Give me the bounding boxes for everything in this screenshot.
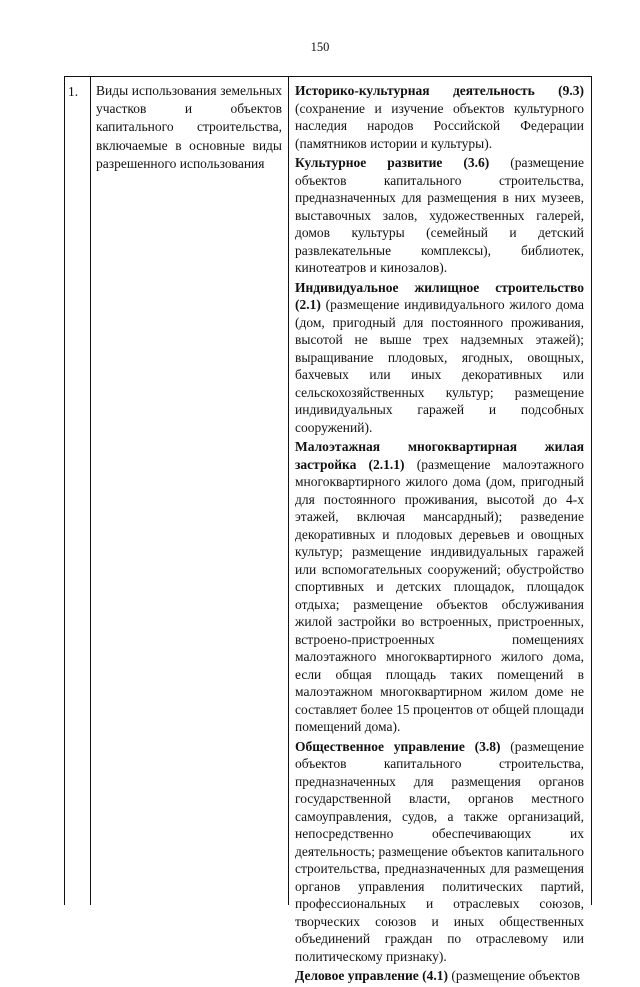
use-entry-title: Малоэтажная многоквартирная жилая застройка (2.1.1) bbox=[295, 439, 584, 472]
use-entry bbox=[295, 82, 584, 152]
use-entry-title: Общественное управление (3.8) bbox=[295, 738, 501, 754]
use-entry-text: (размещение объектов капитального строительства, предназначенных для размещения органов государственной власти, органов местного самоуправления, судов, а также организаций, непосредственно обеспечивающих их деятельность; размещение объектов капитального строительства, предназначенных для размещения органов управления политических партий, профессиональных и отраслевых союзов, творческих союзов и иных общественных объединений граждан по отраслевому или политическому признаку). bbox=[295, 738, 584, 964]
page-number: 150 bbox=[310, 40, 330, 54]
use-entry bbox=[295, 279, 584, 437]
use-entry bbox=[295, 738, 584, 966]
document-table bbox=[64, 76, 592, 983]
use-entry-text: (размещение индивидуального жилого дома (дом, пригодный для постоянного проживания, высотой не выше трех надземных этажей); выращивание плодовых, ягодных, овощных, бахчевых или иных декоративных или сельскохозяйственных культур; размещение индивидуальных гаражей и подсобных сооружений). bbox=[295, 297, 584, 435]
use-entry bbox=[295, 154, 584, 277]
use-entry-text: (размещение объектов капитального строительства, предназначенных для размещения в них музеев, выставочных залов, художественных галерей, домов культуры (семейный и детский развлекательные комплексы), библиотек, кинотеатров и кинозалов). bbox=[295, 155, 584, 275]
use-entry-title: Историко-культурная деятельность (9.3) bbox=[295, 83, 584, 98]
use-entry-title: Деловое управление (4.1) bbox=[295, 968, 449, 983]
row-number-cell: 1. bbox=[68, 84, 79, 99]
use-entry-title: Индивидуальное жилищное строительство (2.1) bbox=[295, 279, 584, 312]
use-entry-text: (размещение объектов bbox=[448, 968, 580, 983]
permitted-uses-cell bbox=[295, 82, 584, 987]
column-divider bbox=[288, 77, 289, 905]
use-entry-text: (размещение малоэтажного многоквартирного жилого дома (дом, пригодный для постоянного проживания, высотой до 4-х этажей, включая мансардный); разведение декоративных и плодовых деревьев и овощных культур; размещение индивидуальных гаражей или вспомогательных сооружений; обустройство спортивных и детских площадок, площадок отдыха; размещение объектов обслуживания жилой застройки во встроенных, пристроенных, встроено-пристроенных помещениях малоэтажного многоквартирного жилого дома, если общая площадь таких помещений в малоэтажном многоквартирном жилом доме не составляет более 15 процентов от общей площади помещений дома). bbox=[295, 456, 584, 734]
column-divider bbox=[90, 77, 91, 905]
use-entry-text: (сохранение и изучение объектов культурного наследия народов Российской Федерации (памятников истории и культуры). bbox=[295, 100, 584, 151]
row-name-cell: Виды использования земельных участков и объектов капитального строительства, включаемые в основные виды разрешенного использования bbox=[96, 83, 282, 171]
use-entry bbox=[295, 967, 584, 985]
use-entry bbox=[295, 438, 584, 736]
use-entry-title: Культурное развитие (3.6) bbox=[295, 155, 490, 170]
